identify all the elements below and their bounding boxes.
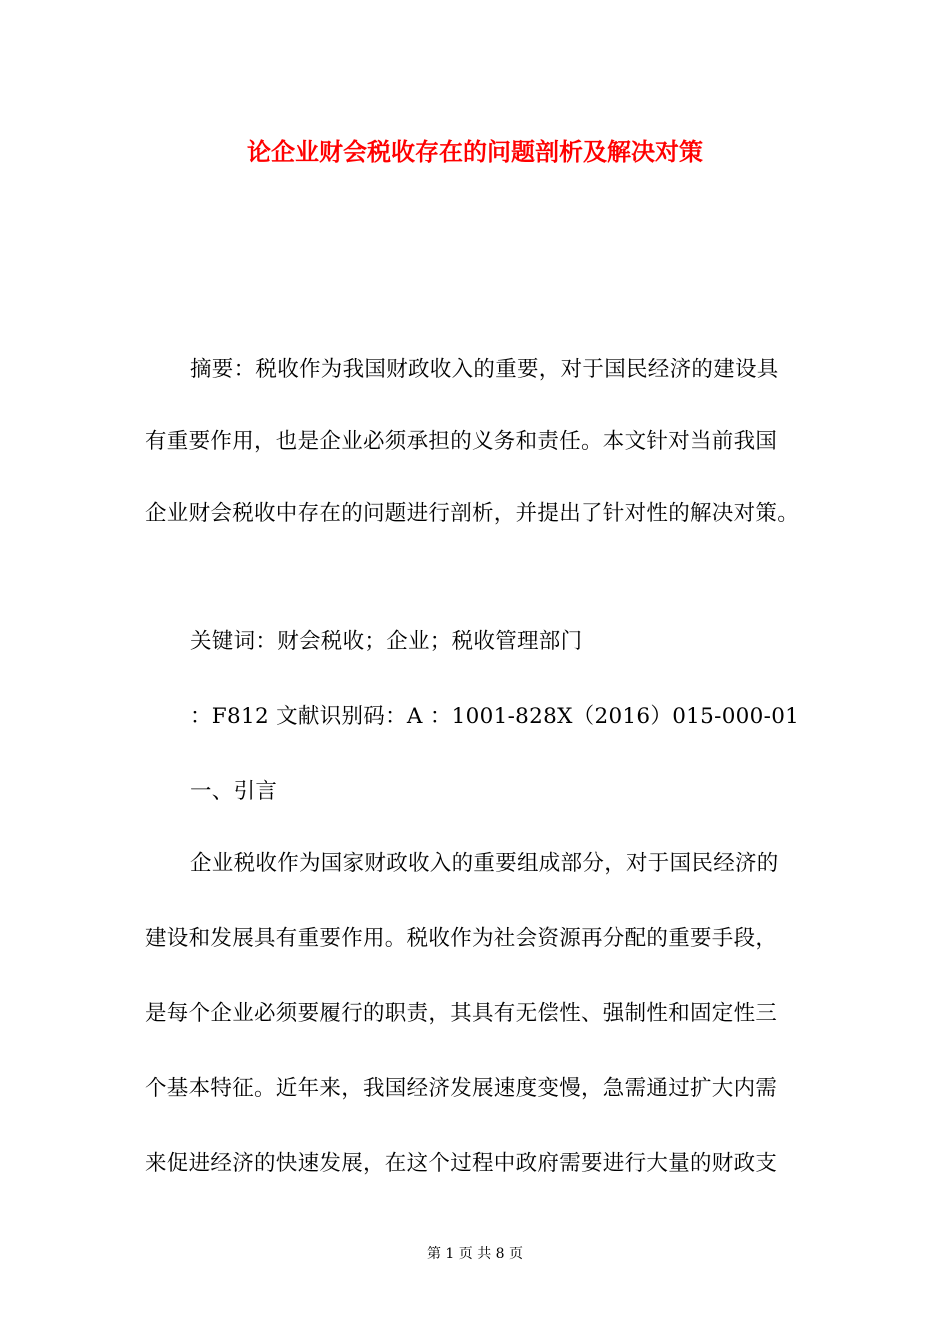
keywords-line: 关键词：财会税收；企业；税收管理部门 xyxy=(190,629,583,654)
abstract-line-3: 企业财会税收中存在的问题进行剖析，并提出了针对性的解决对策。 xyxy=(145,501,800,526)
classification-line: ：F812 文献识别码：A ：1001-828X（2016）015-000-01 xyxy=(190,704,800,729)
intro-line-1: 企业税收作为国家财政收入的重要组成部分，对于国民经济的 xyxy=(190,851,779,876)
abstract-line-2: 有重要作用，也是企业必须承担的义务和责任。本文针对当前我国 xyxy=(145,429,778,454)
section-heading: 一、引言 xyxy=(190,779,278,804)
abstract-line-1: 摘要：税收作为我国财政收入的重要，对于国民经济的建设具 xyxy=(190,357,779,382)
intro-line-4: 个基本特征。近年来，我国经济发展速度变慢，急需通过扩大内需 xyxy=(145,1076,778,1101)
document-title: 论企业财会税收存在的问题剖析及解决对策 xyxy=(247,137,703,166)
page-footer: 第 1 页 共 8 页 xyxy=(426,1246,524,1262)
intro-line-5: 来促进经济的快速发展，在这个过程中政府需要进行大量的财政支 xyxy=(145,1151,778,1176)
intro-line-3: 是每个企业必须要履行的职责，其具有无偿性、强制性和固定性三 xyxy=(145,1001,778,1026)
intro-line-2: 建设和发展具有重要作用。税收作为社会资源再分配的重要手段， xyxy=(145,926,778,951)
